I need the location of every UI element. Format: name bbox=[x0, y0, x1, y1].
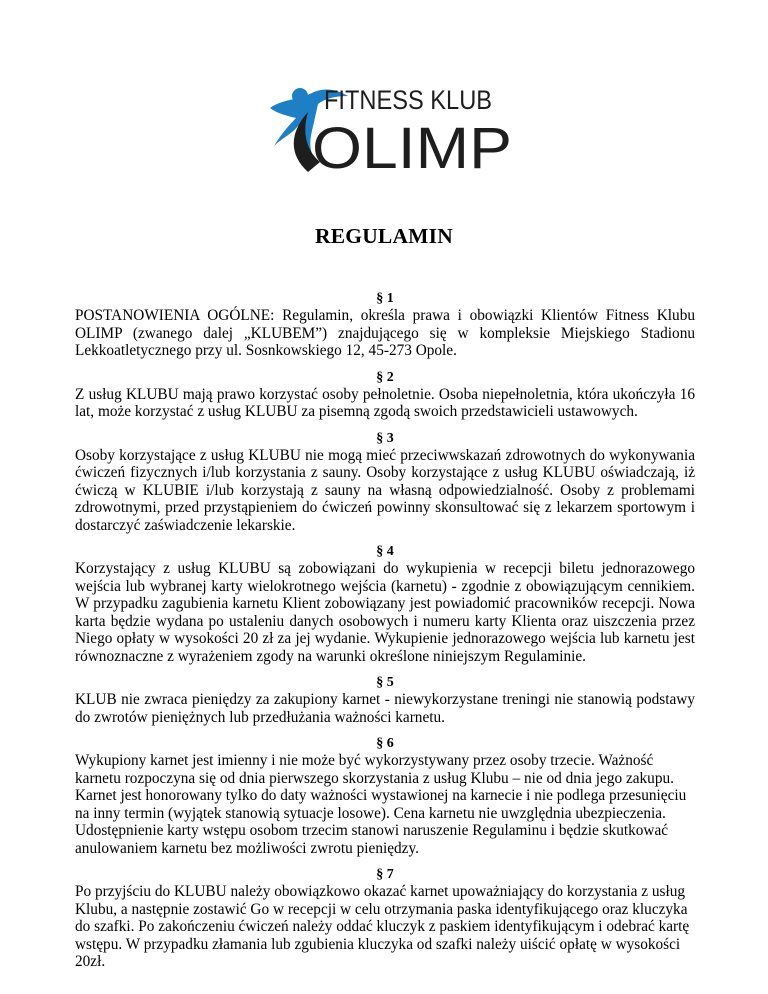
section-2 bbox=[75, 369, 695, 421]
section-number: § 2 bbox=[376, 369, 394, 385]
fitness-klub-olimp-logo bbox=[268, 82, 516, 174]
section-text: Wykupiony karnet jest imienny i nie może być wykorzystywany przez osoby trzecie. Ważność karnetu rozpoczyna się od dnia pierwszego skorzystania z usług Klubu – nie od dnia jego zakupu. Karnet jest honorowany tylko do daty ważności wystawionej na karnecie i nie podlega przesunięciu na inny termin (wyjątek stanowią sytuacje losowe). Cena karnetu nie uwzględnia ubezpieczenia. Udostępnienie karty wstępu osobom trzecim stanowi naruszenie Regulaminu i będzie skutkować anulowaniem karnetu bez możliwości zwrotu pieniędzy. bbox=[75, 752, 687, 857]
section-1 bbox=[75, 290, 695, 360]
section-text: Po przyjściu do KLUBU należy obowiązkowo okazać karnet upoważniający do korzystania z usług Klubu, a następnie zostawić Go w recepcji w celu otrzymania paska identyfikującego oraz kluczyka do szafki. Po zakończeniu ćwiczeń należy oddać kluczyk z paskiem identyfikującym i odebrać kartę wstępu. W przypadku złamania lub zgubienia kluczyka od szafki należy uiścić opłatę w wysokości 20zł. bbox=[75, 883, 690, 970]
document-title: REGULAMIN bbox=[315, 224, 453, 248]
section-4 bbox=[75, 543, 695, 665]
section-text: KLUB nie zwraca pieniędzy za zakupiony karnet - niewykorzystane treningi nie stanowią podstawy do zwrotów pieniężnych lub przedłużania ważności karnetu. bbox=[75, 691, 695, 726]
section-5 bbox=[75, 674, 695, 726]
regulations-body bbox=[75, 290, 695, 980]
section-6 bbox=[75, 735, 695, 857]
section-number: § 6 bbox=[376, 736, 394, 751]
logo-line2: OLIMP bbox=[312, 116, 512, 174]
section-text: Z usług KLUBU mają prawo korzystać osoby pełnoletnie. Osoba niepełnoletnia, która ukończyła 16 lat, może korzystać z usług KLUBU za pisemną zgodą swoich przedstawicieli ustawowych. bbox=[75, 385, 695, 420]
section-number: § 3 bbox=[376, 430, 394, 446]
section-7 bbox=[75, 866, 695, 971]
section-number: § 4 bbox=[376, 544, 394, 559]
section-number: § 1 bbox=[376, 291, 394, 306]
section-text: Osoby korzystające z usług KLUBU nie mogą mieć przeciwwskazań zdrowotnych do wykonywania ćwiczeń fizycznych i/lub korzystania z sauny. Osoby korzystające z usług KLUBU oświadczają, iż ćwiczą w KLUBIE i/lub korzystają z sauny na własną odpowiedzialność. Osoby z problemami zdrowotnymi, przed przystąpieniem do ćwiczeń powinny skonsultować się z lekarzem sportowym i dostarczyć zaświadczenie lekarskie. bbox=[75, 446, 695, 534]
section-text: Korzystający z usług KLUBU są zobowiązani do wykupienia w recepcji biletu jednorazowego wejścia lub wybranej karty wielokrotnego wejścia (karnetu) - zgodnie z obowiązującym cennikiem. W przypadku zagubienia karnetu Klient zobowiązany jest powiadomić pracowników recepcji. Nowa karta będzie wydana po ustaleniu danych osobowych i numeru karty Klienta oraz uiszczenia przez Niego opłaty w wysokości 20 zł za jej wydanie. Wykupienie jednorazowego wejścia lub karnetu jest równoznaczne z wyrażeniem zgody na warunki określone niniejszym Regulaminie. bbox=[75, 560, 695, 665]
section-3 bbox=[75, 430, 695, 535]
logo-line1: FITNESS KLUB bbox=[324, 85, 492, 115]
section-number: § 7 bbox=[376, 867, 394, 882]
section-text: POSTANOWIENIA OGÓLNE: Regulamin, określa prawa i obowiązki Klientów Fitness Klubu OLIMP (zwanego dalej „KLUBEM”) znajdującego się w kompleksie Miejskiego Stadionu Lekkoatletycznego przy ul. Sosnkowskiego 12, 45-273 Opole. bbox=[75, 307, 695, 359]
section-number: § 5 bbox=[376, 675, 394, 690]
